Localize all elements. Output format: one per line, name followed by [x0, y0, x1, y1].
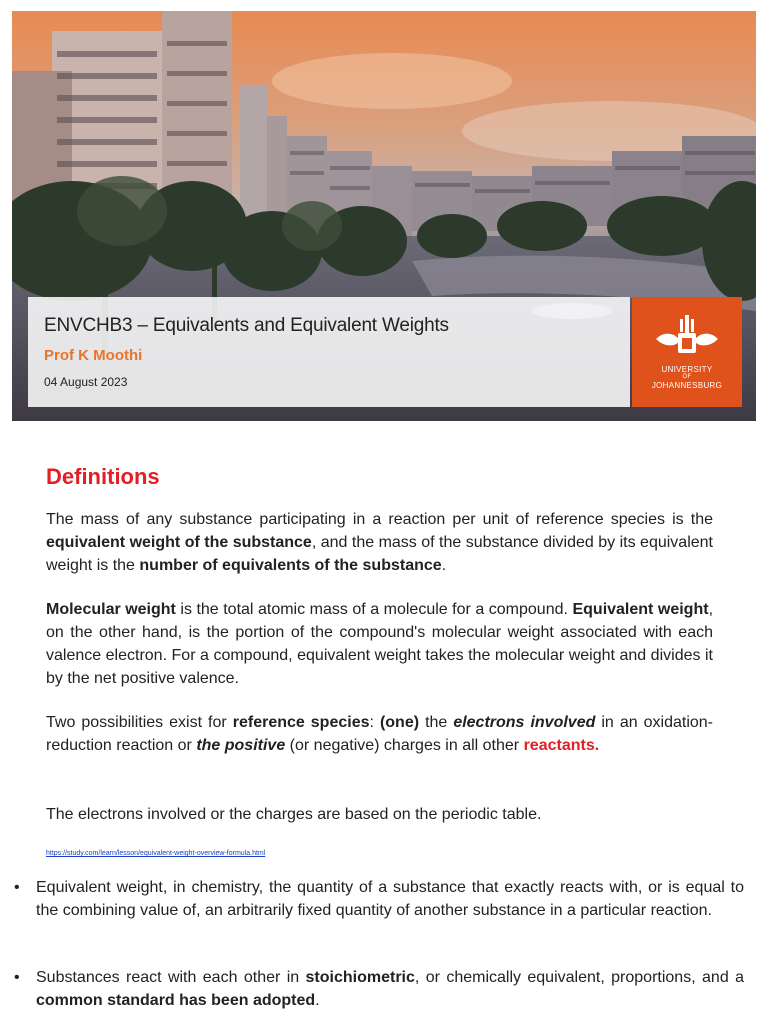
bold-italic-term: electrons involved: [453, 714, 596, 731]
text-run: Substances react with each other in: [36, 969, 306, 986]
text-run: is the total atomic mass of a molecule for a compound.: [175, 601, 573, 618]
bold-term: number of equivalents of the substance: [139, 557, 442, 574]
text-run: in an oxidation-reduction reaction or: [46, 714, 714, 754]
highlight-term: reactants.: [523, 737, 600, 754]
text-run: Two possibilities exist for: [46, 714, 233, 731]
bold-term: Equivalent weight: [572, 601, 709, 618]
text-run: the: [419, 714, 454, 731]
definitions-slide: [0, 430, 768, 1024]
bold-term: common standard has been adopted: [36, 992, 316, 1009]
bullet-icon: •: [14, 879, 20, 896]
bold-term: Molecular weight: [46, 601, 176, 618]
logo-line-3: JOHANNESBURG: [651, 381, 723, 390]
uj-crest-icon: [652, 311, 722, 363]
bold-term: equivalent weight of the substance: [46, 534, 312, 551]
bold-term: stoichiometric: [305, 969, 415, 986]
university-name: [632, 365, 742, 390]
bold-term: (one): [379, 714, 420, 731]
text-run: (or negative) charges in all other: [285, 737, 524, 754]
slide-heading: Definitions: [46, 464, 160, 489]
text-run: , and the mass of the substance divided by its equivalent weight is the: [46, 534, 713, 574]
presenter-name: Prof K Moothi: [44, 347, 143, 364]
presentation-date: 04 August 2023: [44, 375, 128, 389]
logo-line-2: OF: [682, 374, 692, 380]
bullet-icon: •: [14, 969, 20, 986]
bold-term: reference species: [232, 714, 370, 731]
source-link[interactable]: https://study.com/learn/lesson/equivalent-weight-overview-formula.html: [46, 850, 266, 857]
bullet-text: Equivalent weight, in chemistry, the quantity of a substance that exactly reacts with, or is equal to the combining value of, an arbitrarily fixed quantity of another substance in a particular reaction.: [36, 879, 744, 919]
bullet-item: [14, 876, 744, 922]
paragraph-periodic-table: The electrons involved or the charges are based on the periodic table.: [46, 806, 542, 823]
university-logo: [632, 297, 742, 407]
paragraph-reference-species: [46, 711, 713, 757]
paragraph-equivalent-weight: [46, 508, 713, 577]
bullet-item: [14, 966, 744, 1012]
title-banner: [28, 297, 630, 407]
bullet-text: [36, 966, 744, 1012]
text-run: :: [369, 714, 380, 731]
text-run: The mass of any substance participating in a reaction per unit of reference species is the: [46, 511, 713, 528]
text-run: , on the other hand, is the portion of the compound's molecular weight associated with each valence electron. For a compound, equivalent weight takes the molecular weight and divides it by the net positive valence.: [46, 601, 714, 687]
bold-italic-term: the positive: [196, 737, 286, 754]
title-slide: [12, 11, 756, 421]
paragraph-molecular-weight: [46, 598, 713, 690]
logo-line-1: UNIVERSITY: [661, 365, 713, 374]
text-run: .: [441, 557, 447, 574]
presentation-title: ENVCHB3 – Equivalents and Equivalent Weights: [44, 315, 449, 336]
text-run: , or chemically equivalent, proportions, and a: [414, 969, 744, 986]
text-run: .: [315, 992, 320, 1009]
